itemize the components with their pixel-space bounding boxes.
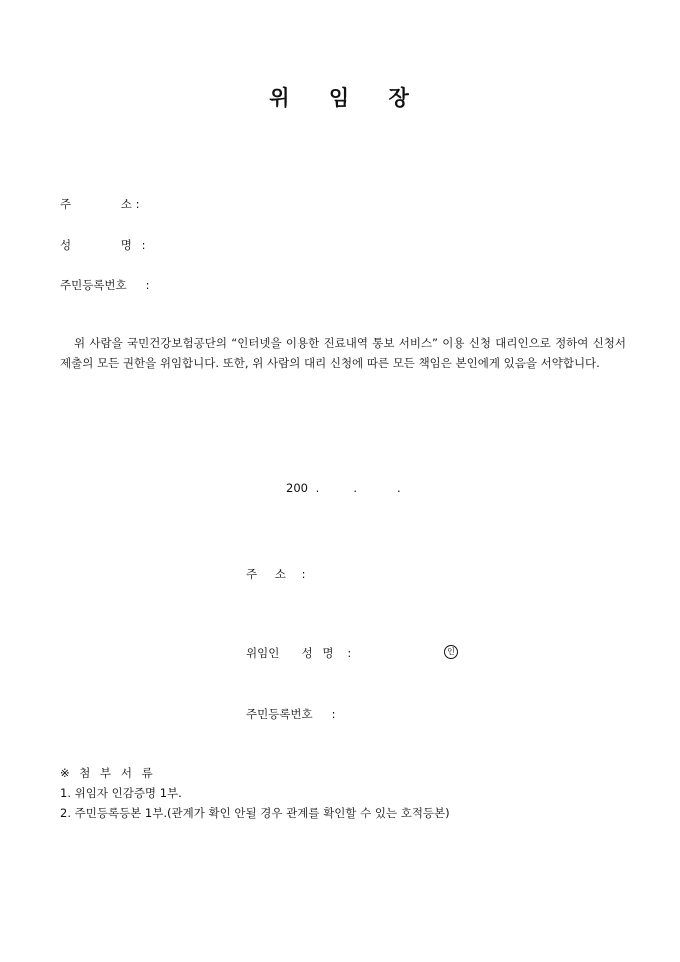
delegator-id-colon: : xyxy=(331,707,336,721)
seal-mark-icon: 인 xyxy=(444,645,458,659)
delegator-name-label: 성 명 xyxy=(301,646,334,660)
attachment-item: 2. 주민등록등본 1부.(관계가 확인 안될 경우 관계를 확인할 수 있는 호적등본) xyxy=(60,806,450,820)
attachments-heading: ※ 첨 부 서 류 xyxy=(60,766,156,780)
date-line xyxy=(286,481,401,495)
delegate-name-field xyxy=(60,237,146,253)
date-year: 200 xyxy=(286,481,308,495)
delegator-name-colon: : xyxy=(347,646,352,660)
delegator-address-colon: : xyxy=(301,567,306,581)
delegate-name-label: 성 명 xyxy=(60,238,132,252)
attachment-item: 1. 위임자 인감증명 1부. xyxy=(60,786,182,800)
delegate-id-field xyxy=(60,277,150,293)
delegate-name-colon: : xyxy=(141,238,146,252)
delegator-address-field xyxy=(246,566,306,582)
delegator-id-field xyxy=(246,706,336,722)
delegate-id-label: 주민등록번호 xyxy=(60,278,127,292)
delegation-statement: 위 사람을 국민건강보험공단의 “인터넷을 이용한 진료내역 통보 서비스” 이용 신청 대리인으로 정하여 신청서 제출의 모든 권한을 위임합니다. 또한, 위 사람의 대리 신청에 따른 모든 책임은 본인에게 있음을 서약합니다. xyxy=(60,336,626,370)
delegator-address-label: 주 소 xyxy=(246,567,286,581)
date-year-dot: . xyxy=(315,481,320,495)
delegate-id-colon: : xyxy=(145,278,150,292)
delegator-role-label: 위임인 xyxy=(246,646,280,660)
date-month-dot: . xyxy=(353,481,357,495)
delegate-address-colon: : xyxy=(135,197,140,211)
date-day-dot: . xyxy=(396,481,401,495)
document-title: 위 임 장 xyxy=(269,85,411,110)
delegate-address-label: 주 소 xyxy=(60,197,132,211)
delegator-name-field xyxy=(246,645,351,661)
delegator-id-label: 주민등록번호 xyxy=(246,707,313,721)
delegate-address-field xyxy=(60,196,140,212)
